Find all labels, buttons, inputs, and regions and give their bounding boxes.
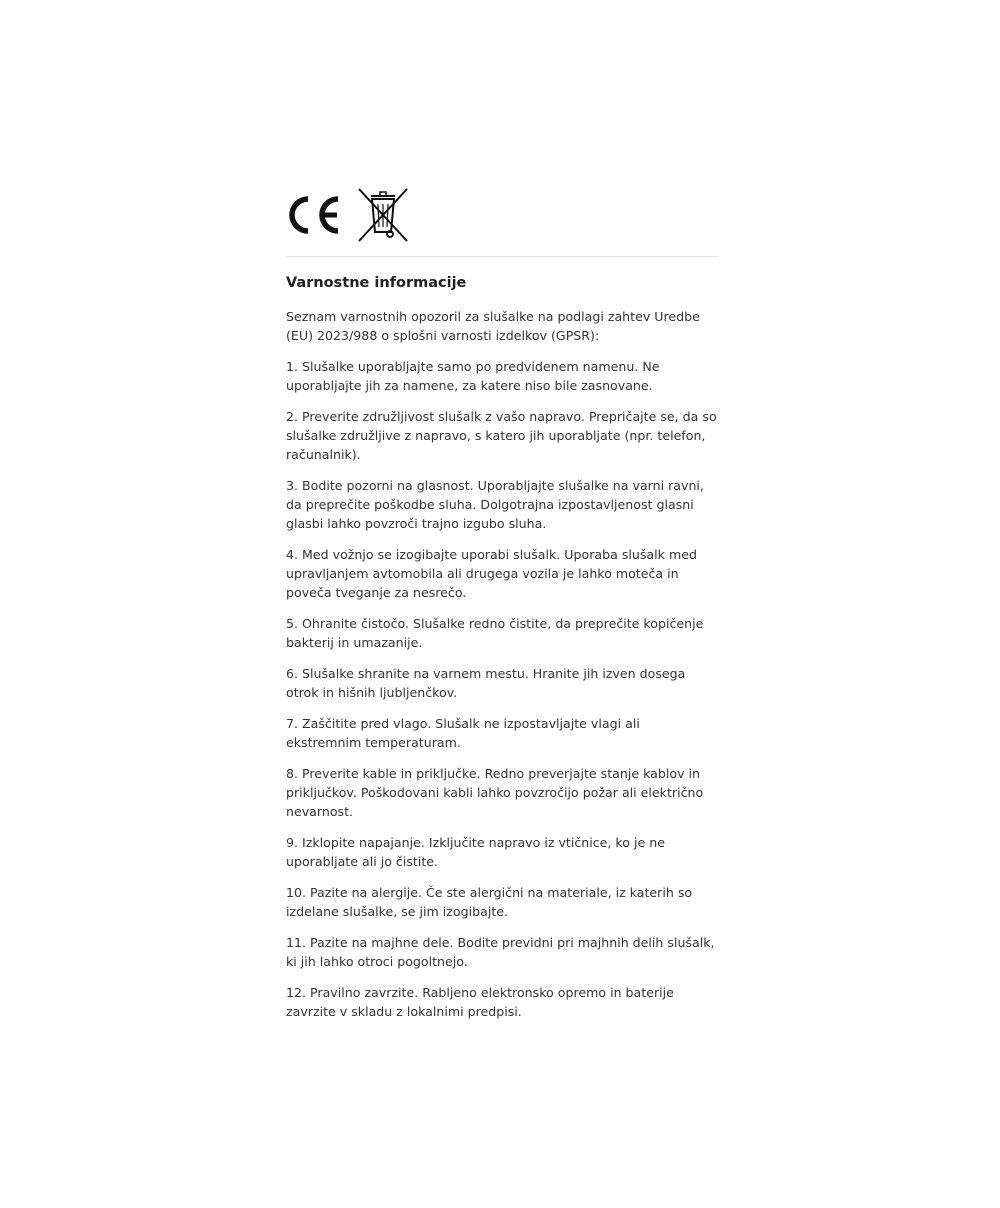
list-item: 2. Preverite združljivost slušalk z vašo napravo. Prepričajte se, da so slušalke združljive z napravo, s katero jih uporabljate (npr. telefon, računalnik). [286, 409, 717, 462]
list-item: 4. Med vožnjo se izogibajte uporabi slušalk. Uporaba slušalk med upravljanjem avtomobila ali drugega vozila je lahko moteča in poveča tveganje za nesrečo. [286, 547, 697, 600]
list-item: 10. Pazite na alergije. Če ste alergični na materiale, iz katerih so izdelane slušalke, se jim izogibajte. [286, 885, 693, 919]
section-intro: Seznam varnostnih opozoril za slušalke na podlagi zahtev Uredbe (EU) 2023/988 o splošni varnosti izdelkov (GPSR): [286, 309, 700, 343]
list-item: 5. Ohranite čistočo. Slušalke redno čistite, da preprečite kopičenje bakterij in umazanije. [286, 616, 704, 650]
compliance-marks [286, 186, 718, 244]
ce-mark-icon [286, 195, 342, 235]
list-item: 8. Preverite kable in priključke. Redno preverjajte stanje kablov in priključkov. Poškodovani kabli lahko povzročijo požar ali električno nevarnost. [286, 766, 704, 819]
section-divider [286, 256, 718, 257]
list-item: 7. Zaščitite pred vlago. Slušalk ne izpostavljajte vlagi ali ekstremnim temperaturam. [286, 716, 640, 750]
list-item: 12. Pravilno zavrzite. Rabljeno elektronsko opremo in baterije zavrzite v skladu z lokalnimi predpisi. [286, 985, 674, 1019]
list-item: 1. Slušalke uporabljajte samo po predvidenem namenu. Ne uporabljajte jih za namene, za katere niso bile zasnovane. [286, 359, 660, 393]
list-item: 11. Pazite na majhne dele. Bodite previdni pri majhnih delih slušalk, ki jih lahko otroci pogoltnejo. [286, 935, 715, 969]
safety-info-content [286, 186, 718, 1021]
safety-warning-list [286, 357, 718, 1021]
crossed-out-wheelie-bin-icon [356, 187, 410, 243]
section-title: Varnostne informacije [286, 275, 467, 291]
list-item: 6. Slušalke shranite na varnem mestu. Hranite jih izven dosega otrok in hišnih ljubljenčkov. [286, 666, 686, 700]
list-item: 3. Bodite pozorni na glasnost. Uporabljajte slušalke na varni ravni, da preprečite poškodbe sluha. Dolgotrajna izpostavljenost glasni glasbi lahko povzroči trajno izgubo sluha. [286, 478, 704, 531]
list-item: 9. Izklopite napajanje. Izključite napravo iz vtičnice, ko je ne uporabljate ali jo čistite. [286, 835, 665, 869]
